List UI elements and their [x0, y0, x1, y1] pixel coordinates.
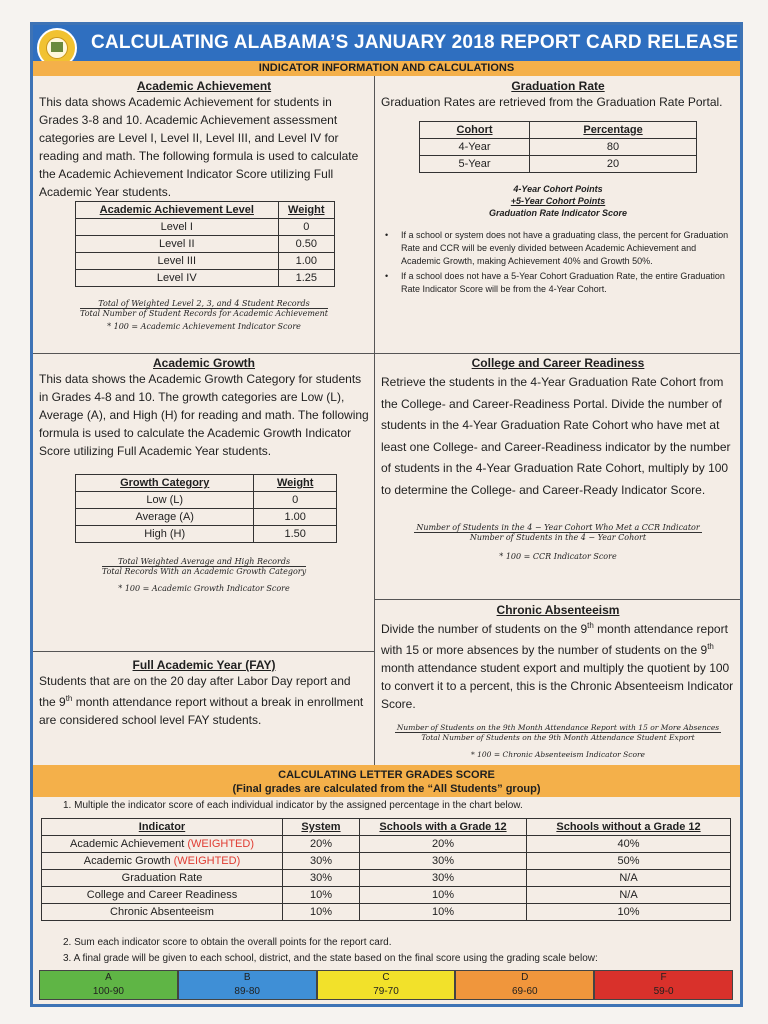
divider — [374, 599, 740, 600]
grading-scale — [39, 970, 733, 1000]
letter-grade-heading: CALCULATING LETTER GRADES SCORE — [278, 769, 495, 781]
achievement-formula: $\frac{\text{Total of Weighted Level 2, 3, and 4 Student Records}}{\text{Total Number of Student Records for Academic Achievement}}$ * 100 = Academic Achievement Indicator Score — [80, 299, 328, 331]
grade-b: B 89-80 — [178, 970, 317, 1000]
note-bullet: • If a school or system does not have a graduating class, the percent for Graduation Rate and CCR will be evenly divided between Academic Achievement and Academic Growth, making Achievement 40% and Growth 50%. — [381, 229, 735, 268]
graduation-rate-section — [381, 79, 735, 298]
table-row: Academic Growth (WEIGHTED) 30% 30% 50% — [42, 853, 731, 870]
section-text: Divide the number of students on the 9th month attendance report with 15 or more absences by the number of students on the 9th month attendance student export and multiply the quotient by 100 to convert it to a percent, this is the Chronic Absenteeism Indicator Score. — [381, 621, 734, 711]
table-header: System — [283, 819, 360, 836]
letter-grade-subheading: (Final grades are calculated from the “All Students” group) — [232, 783, 541, 795]
table-row: High (H) 1.50 — [76, 526, 337, 543]
grade-c: C 79-70 — [317, 970, 456, 1000]
table-row: Academic Achievement (WEIGHTED) 20% 20% 40% — [42, 836, 731, 853]
growth-weight-table — [75, 474, 337, 543]
divider — [33, 353, 374, 354]
table-header: Academic Achievement Level — [76, 202, 279, 219]
section-heading: Academic Growth — [152, 356, 256, 370]
section-text: Graduation Rates are retrieved from the Graduation Rate Portal. — [381, 95, 723, 109]
table-header: Weight — [254, 475, 337, 492]
section-heading: Graduation Rate — [511, 79, 605, 93]
table-row: Level II 0.50 — [76, 236, 335, 253]
section-text: Retrieve the students in the 4-Year Graduation Rate Cohort from the College- and Career-Readiness Portal. Divide the number of students in the 4-Year Graduation Rate Cohort who have met at least one College- and Career-Readiness indicator by the number of students in the 4-Year Graduation Rate Cohort, multiply by 100 to determine the College- and Career-Ready Indicator Score. — [381, 375, 731, 497]
table-row: Level III 1.00 — [76, 253, 335, 270]
table-row: Level I 0 — [76, 219, 335, 236]
note-bullet: • If a school does not have a 5-Year Cohort Graduation Rate, the entire Graduation Rate Indicator Score will be from the 4-Year Cohort. — [381, 270, 735, 296]
report-card-sheet — [30, 22, 743, 1007]
table-header: Cohort — [420, 122, 530, 139]
section-text: This data shows Academic Achievement for students in Grades 3-8 and 10. Academic Achievement assessment categories are Level I, Level II, Level III, and Level IV for reading and math. The following formula is used to calculate the Academic Achievement Indicator Score utilizing Full Academic Year students. — [39, 95, 359, 199]
divider — [374, 353, 740, 354]
table-row: Graduation Rate 30% 30% N/A — [42, 870, 731, 887]
section-heading: Academic Achievement — [136, 79, 272, 93]
table-header: Schools without a Grade 12 — [527, 819, 731, 836]
table-row: Chronic Absenteeism 10% 10% 10% — [42, 904, 731, 921]
section-heading: College and Career Readiness — [471, 356, 645, 370]
section-heading: Chronic Absenteeism — [496, 603, 620, 617]
growth-formula: $\frac{\text{Total Weighted Average and High Records}}{\text{Total Records With an Academic Growth Category}}$ * 100 = Academic Growth Indicator Score — [101, 557, 307, 593]
section-heading: Full Academic Year (FAY) — [132, 658, 276, 672]
academic-achievement-section — [39, 79, 369, 331]
indicator-percentage-table — [41, 818, 731, 921]
achievement-weight-table — [75, 201, 335, 287]
step-2: 2. Sum each indicator score to obtain the overall points for the report card. — [63, 937, 392, 948]
grade-f: F 59-0 — [594, 970, 733, 1000]
academic-growth-section — [39, 356, 369, 593]
ccr-formula: Number of Students in the 4 − Year Cohort Who Met a CCR Indicator Number of Students in the 4 − Year Cohort * 100 = CCR Indicator Score — [416, 523, 700, 561]
table-row: College and Career Readiness 10% 10% N/A — [42, 887, 731, 904]
table-row: Low (L) 0 — [76, 492, 337, 509]
fay-section — [39, 658, 369, 729]
page-title: CALCULATING ALABAMA’S JANUARY 2018 REPORT CARD RELEASE — [91, 32, 739, 53]
title-banner — [33, 25, 740, 61]
table-header: Schools with a Grade 12 — [360, 819, 527, 836]
table-header: Weight — [278, 202, 334, 219]
divider — [33, 651, 374, 652]
grade-d: D 69-60 — [455, 970, 594, 1000]
table-row: 4-Year 80 — [420, 139, 697, 156]
step-3: 3. A final grade will be given to each school, district, and the state based on the final score using the grading scale below: — [63, 953, 598, 964]
absenteeism-formula: Number of Students on the 9th Month Attendance Report with 15 or More Absences Total Number of Students on the 9th Month Attendance Student Export * 100 = Chronic Absenteeism Indicator Score — [396, 723, 720, 759]
table-row: 5-Year 20 — [420, 156, 697, 173]
chronic-absenteeism-section — [381, 603, 735, 759]
table-header: Percentage — [530, 122, 697, 139]
table-header: Growth Category — [76, 475, 254, 492]
section-text: This data shows the Academic Growth Category for students in Grades 4-8 and 10. The growth categories are Low (L), Average (A), and High (H) for reading and math. The following formula is used to calculate the Academic Growth Indicator Score utilizing Full Academic Year students. — [39, 372, 369, 458]
graduation-cohort-table — [419, 121, 697, 173]
ccr-section — [381, 356, 735, 561]
table-row: Average (A) 1.00 — [76, 509, 337, 526]
section-subtitle: INDICATOR INFORMATION AND CALCULATIONS — [33, 61, 740, 76]
grade-a: A 100-90 — [39, 970, 178, 1000]
graduation-calculation: 4-Year Cohort Points +5-Year Cohort Points Graduation Rate Indicator Score — [488, 184, 628, 218]
table-header: Indicator — [42, 819, 283, 836]
column-divider — [374, 76, 375, 765]
letter-grade-banner — [33, 765, 740, 797]
step-1: 1. Multiple the indicator score of each individual indicator by the assigned percentage in the chart below. — [63, 800, 523, 811]
table-row: Level IV 1.25 — [76, 270, 335, 287]
section-text: Students that are on the 20 day after Labor Day report and the 9th month attendance report without a break in enrollment are considered school level FAY students. — [39, 674, 364, 727]
